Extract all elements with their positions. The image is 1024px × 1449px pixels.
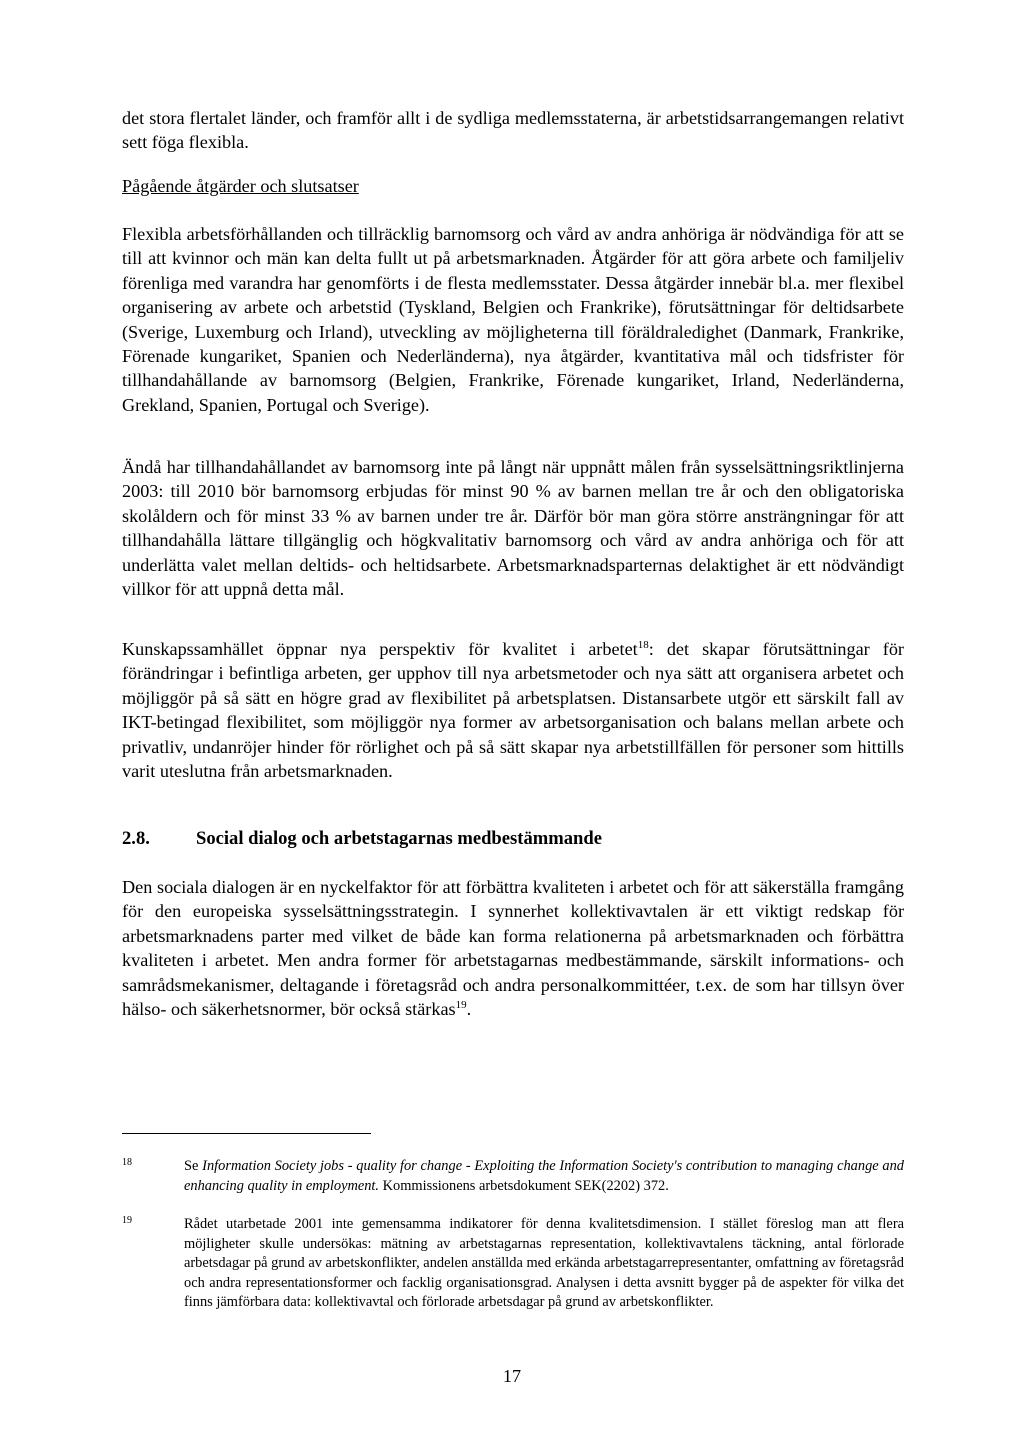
footnote-18-prefix: Se <box>184 1158 203 1174</box>
paragraph-social-dialogue-end: . <box>466 999 472 1020</box>
paragraph-knowledge-society-text-cont: : det skapar förutsättningar för förändringar i befintliga arbeten, ger upphov till nya arbetsmetoder och nya sätt att organisera arbetet och möjliggör på så sätt en högre grad av flexibilitet på arbetsplatsen. Distansarbete utgör ett särskilt fall av IKT-betingad flexibilitet, som möjliggör nya former av arbetsorganisation och balans mellan arbete och privatliv, undanröjer hinder för rörlighet och på så sätt skapar nya arbetstillfällen för personer som hittills varit uteslutna från arbetsmarknaden. <box>122 639 904 782</box>
footnote-18-number: 18 <box>122 1157 132 1168</box>
footnote-19-text: Rådet utarbetade 2001 inte gemensamma indikatorer för denna kvalitetsdimension. I stället föreslog man att flera möjligheter skulle undersökas: mätning av arbetstagarnas representation, kollektivavtalens täckning, antal förlorade arbetsdagar på grund av arbetskonflikter, andelen anställda med erkända arbetstagarrepresentanter, omfattning av företagsråd och andra representationsformer och facklig organisationsgrad. Analysen i detta avsnitt bygger på de aspekter för vilka det finns jämförbara data: kollektivavtal och förlorade arbetsdagar på grund av arbetskonflikter. <box>184 1216 904 1311</box>
footnote-18-title: Information Society jobs - quality for change - Exploiting the Information Society's contribution to managing change and enhancing quality in employment. <box>184 1158 904 1194</box>
section-number: 2.8. <box>122 828 150 849</box>
footnote-ref-18[interactable]: 18 <box>637 638 649 651</box>
paragraph-flexible-work: Flexibla arbetsförhållanden och tillräcklig barnomsorg och vård av andra anhöriga är nödvändiga för att se till att kvinnor och män kan delta fullt ut på arbetsmarknaden. Åtgärder för att göra arbete och familjeliv förenliga med varandra har genomförts i de flesta medlemsstater. Dessa åtgärder innebär bl.a. mer flexibel organisering av arbete och arbetstid (Tyskland, Belgien och Frankrike), förutsättningar för deltidsarbete (Sverige, Luxemburg och Irland), utveckling av möjligheterna till föräldraledighet (Danmark, Frankrike, Förenade kungariket, Spanien och Nederländerna), nya åtgärder, kvantitativa mål och tidsfrister för tillhandahållande av barnomsorg (Belgien, Frankrike, Förenade kungariket, Irland, Nederländerna, Grekland, Spanien, Portugal och Sverige). <box>122 224 904 415</box>
footnote-19-number: 19 <box>122 1215 132 1226</box>
page-number: 17 <box>502 1366 522 1386</box>
footnote-separator <box>122 1133 371 1134</box>
paragraph-knowledge-society <box>122 637 904 783</box>
paragraph-social-dialogue-text: Den sociala dialogen är en nyckelfaktor för att förbättra kvaliteten i arbetet och för att säkerställa framgång för den europeiska sysselsättningsstrategin. I synnerhet kollektivavtalen är ett viktigt redskap för arbetsmarknadens parter med vilket de både kan forma relationerna på arbetsmarknaden och förbättra kvaliteten i arbetet. Men andra former för arbetstagarnas medbestämmande, särskilt informations- och samrådsmekanismer, deltagande i företagsråd och andra personalkommittéer, t.ex. de som har tillsyn över hälso- och säkerhetsnormer, bör också stärkas <box>122 877 904 1020</box>
section-title: Social dialog och arbetstagarnas medbestämmande <box>196 828 602 849</box>
paragraph-knowledge-society-text: Kunskapssamhället öppnar nya perspektiv för kvalitet i arbetet <box>122 639 638 659</box>
section-heading <box>122 828 904 850</box>
footnote-18-suffix: Kommissionens arbetsdokument SEK(2202) 372. <box>379 1177 669 1194</box>
paragraph-intro: det stora flertalet länder, och framför allt i de sydliga medlemsstaterna, är arbetstidsarrangemangen relativt sett föga flexibla. <box>122 108 904 153</box>
paragraph-childcare: Ändå har tillhandahållandet av barnomsorg inte på långt när uppnått målen från sysselsättningsriktlinjerna 2003: till 2010 bör barnomsorg erbjudas för minst 90 % av barnen mellan tre år och den obligatoriska skolåldern och för minst 33 % av barnen under tre år. Därför bör man göra större ansträngningar för att tillhandahålla lättare tillgänglig och högkvalitativ barnomsorg och vård av andra anhöriga och för att underlätta valet mellan deltids- och heltidsarbete. Arbetsmarknadsparternas delaktighet är ett nödvändigt villkor för att uppnå detta mål. <box>122 457 904 600</box>
footnote-ref-19[interactable]: 19 <box>455 998 467 1011</box>
paragraph-social-dialogue <box>122 875 904 1021</box>
subheading-ongoing-measures: Pågående åtgärder och slutsatser <box>122 176 359 196</box>
footnote-18-text <box>184 1157 904 1196</box>
